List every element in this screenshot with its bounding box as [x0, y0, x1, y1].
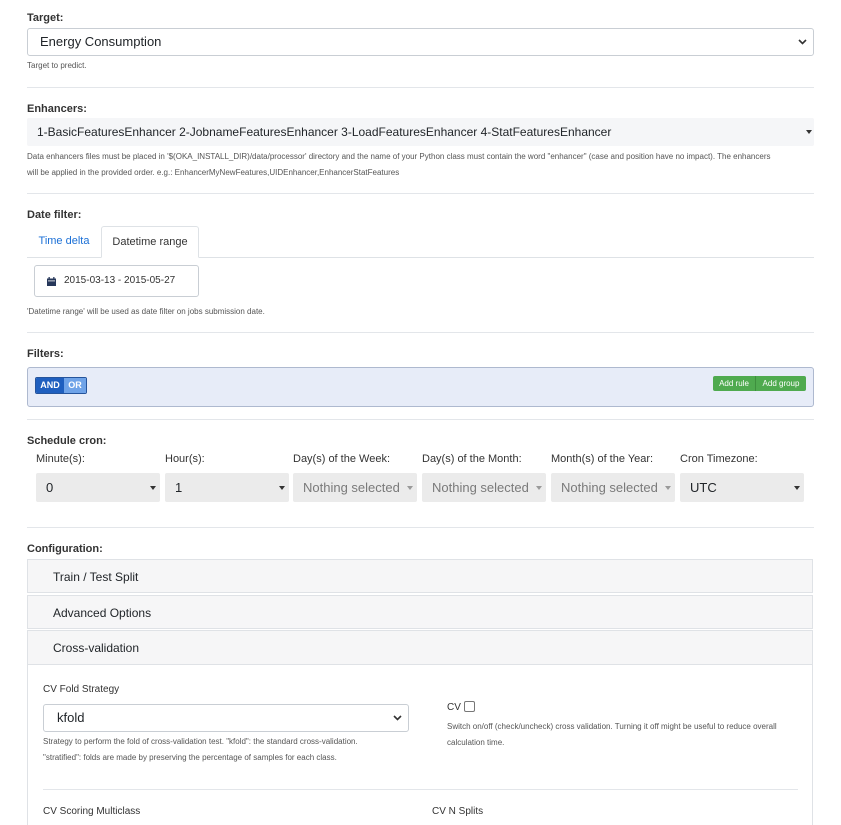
cv-n-splits-label: CV N Splits [432, 806, 484, 817]
and-button[interactable]: AND [36, 378, 64, 393]
minutes-select[interactable] [36, 473, 160, 502]
filters-label: Filters: [27, 348, 64, 360]
caret-down-icon [407, 486, 413, 490]
cv-help [447, 719, 807, 751]
section-title: Cross-validation [53, 641, 140, 655]
target-help: Target to predict. [27, 61, 87, 70]
hours-label: Hour(s): [165, 453, 205, 465]
cron-timezone-value: UTC [690, 480, 717, 495]
datetime-range-input[interactable] [34, 265, 199, 297]
enhancers-help-line: will be applied in the provided order. e.g.: EnhancerMyNewFeatures,UIDEnhancer,EnhancerStatFeatures [27, 168, 400, 177]
cv-scoring-multiclass-label: CV Scoring Multiclass [43, 806, 141, 817]
cv-fold-strategy-help [43, 734, 413, 766]
days-of-month-label: Day(s) of the Month: [422, 453, 522, 465]
chevron-down-icon [796, 35, 809, 48]
target-label: Target: [27, 12, 64, 24]
divider [27, 419, 814, 420]
divider [43, 789, 798, 790]
enhancers-select[interactable] [27, 118, 814, 146]
days-of-week-label: Day(s) of the Week: [293, 453, 390, 465]
caret-down-icon [794, 486, 800, 490]
condition-toggle [35, 377, 87, 394]
caret-down-icon [536, 486, 542, 490]
section-cross-validation[interactable] [27, 630, 813, 665]
target-select-value: Energy Consumption [40, 34, 162, 49]
enhancers-label: Enhancers: [27, 103, 87, 115]
cron-timezone-select[interactable] [680, 473, 804, 502]
caret-down-icon [665, 486, 671, 490]
chevron-down-icon [391, 711, 404, 724]
calendar-icon [47, 277, 56, 286]
date-filter-label: Date filter: [27, 209, 82, 221]
configuration-label: Configuration: [27, 543, 103, 555]
cv-label: CV [447, 702, 461, 713]
enhancers-help [27, 149, 814, 181]
divider [27, 193, 814, 194]
caret-down-icon [150, 486, 156, 490]
tab-datetime-range[interactable]: Datetime range [101, 226, 199, 258]
days-of-month-select[interactable] [422, 473, 546, 502]
or-button[interactable]: OR [64, 378, 86, 393]
datetime-range-value: 2015-03-13 - 2015-05-27 [64, 275, 176, 286]
months-of-year-label: Month(s) of the Year: [551, 453, 654, 465]
add-rule-button[interactable]: Add rule [719, 379, 749, 388]
schedule-cron-label: Schedule cron: [27, 435, 107, 447]
cross-validation-panel [27, 665, 813, 825]
cv-help-line: Switch on/off (check/uncheck) cross validation. Turning it off might be useful to reduce overall [447, 722, 777, 731]
add-group-button[interactable]: Add group [755, 376, 806, 391]
hours-value: 1 [175, 480, 183, 495]
rule-actions [713, 376, 806, 391]
days-of-week-value: Nothing selected [303, 480, 400, 495]
cv-fold-strategy-label: CV Fold Strategy [43, 684, 120, 695]
cv-fold-strategy-help-line: Strategy to perform the fold of cross-validation test. "kfold": the standard cross-validation. [43, 737, 358, 746]
hours-select[interactable] [165, 473, 289, 502]
cron-timezone-label: Cron Timezone: [680, 453, 758, 465]
cv-fold-strategy-value: kfold [57, 710, 85, 725]
caret-down-icon [279, 486, 285, 490]
section-title: Train / Test Split [53, 570, 139, 584]
divider [27, 527, 814, 528]
cv-fold-strategy-help-line: "stratified": folds are made by preserving the percentage of samples for each class. [43, 753, 337, 762]
enhancers-help-line: Data enhancers files must be placed in '$(OKA_INSTALL_DIR)/data/processor' directory and the name of your Python class must contain the word "enhancer" (case and position have no impact). The enhancers [27, 152, 771, 161]
days-of-week-select[interactable] [293, 473, 417, 502]
enhancers-select-value: 1-BasicFeaturesEnhancer 2-JobnameFeaturesEnhancer 3-LoadFeaturesEnhancer 4-StatFeaturesEnhancer [37, 125, 612, 139]
caret-down-icon [806, 130, 812, 134]
cv-checkbox[interactable] [464, 701, 475, 712]
cv-fold-strategy-select[interactable] [43, 704, 409, 732]
minutes-value: 0 [46, 480, 54, 495]
months-of-year-value: Nothing selected [561, 480, 658, 495]
cv-help-line: calculation time. [447, 738, 505, 747]
months-of-year-select[interactable] [551, 473, 675, 502]
date-filter-help: 'Datetime range' will be used as date filter on jobs submission date. [27, 307, 265, 316]
divider [27, 332, 814, 333]
target-select[interactable] [27, 28, 814, 56]
minutes-label: Minute(s): [36, 453, 85, 465]
section-train-test-split[interactable] [27, 559, 813, 593]
tab-time-delta[interactable]: Time delta [38, 235, 90, 247]
section-advanced-options[interactable] [27, 595, 813, 629]
divider [27, 87, 814, 88]
query-builder [27, 367, 814, 407]
section-title: Advanced Options [53, 606, 152, 620]
days-of-month-value: Nothing selected [432, 480, 529, 495]
